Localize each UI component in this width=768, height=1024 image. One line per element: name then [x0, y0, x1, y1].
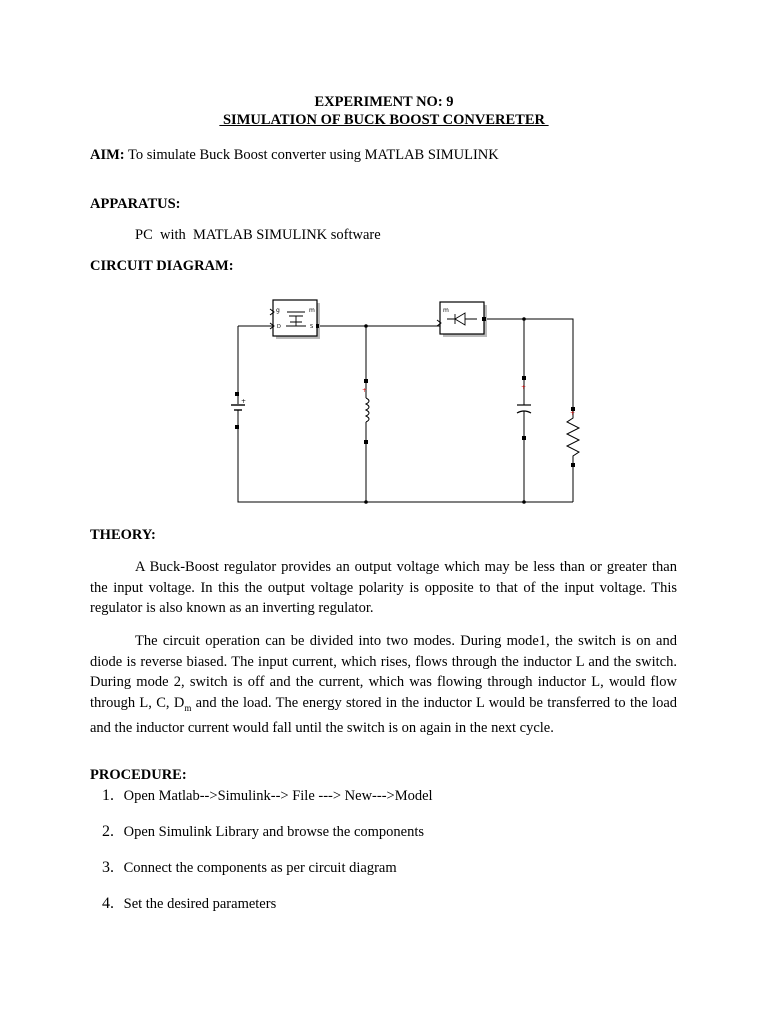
step-number: 3. — [102, 859, 114, 876]
step-text: Open Matlab-->Simulink--> File ---> New--->Model — [123, 788, 433, 804]
mosfet-port-s: S — [310, 324, 314, 330]
wire-diode-load — [484, 319, 573, 410]
apparatus-text: PC with MATLAB SIMULINK software — [135, 227, 381, 243]
mosfet-port-g: g — [276, 307, 280, 314]
aim-label: AIM: — [90, 147, 125, 163]
step-number: 4. — [102, 895, 114, 912]
svg-text:+: + — [362, 387, 368, 394]
step-number: 2. — [102, 823, 114, 840]
step-text: Connect the components as per circuit diagram — [123, 860, 397, 876]
dc-source-icon — [231, 392, 246, 429]
aim-text: To simulate Buck Boost converter using MATLAB SIMULINK — [124, 147, 499, 163]
diode-subscript: m — [184, 702, 192, 713]
experiment-number: EXPERIMENT NO: 9 — [314, 94, 454, 110]
mosfet-block-icon — [270, 300, 320, 339]
capacitor-icon — [517, 376, 531, 440]
wire-bottom — [238, 420, 573, 502]
mosfet-port-m: m — [309, 307, 315, 314]
svg-text:+: + — [241, 398, 247, 405]
diode-block-icon — [437, 302, 487, 337]
svg-text:+: + — [521, 384, 527, 391]
junction-dot — [522, 500, 526, 504]
circuit-diagram-heading: CIRCUIT DIAGRAM: — [90, 258, 234, 274]
apparatus-heading: APPARATUS: — [90, 196, 181, 212]
inductor-icon — [362, 379, 369, 444]
step-text: Open Simulink Library and browse the components — [123, 824, 425, 840]
procedure-step — [102, 859, 662, 877]
mosfet-port-d: D — [277, 324, 281, 330]
theory-paragraph-2-text: The circuit operation can be divided into two modes. During mode1, the switch is on and diode is reverse biased. The input current, which rises, flows through the inductor L and the switch. During mode 2, switch is off and the current, which was flowing through inductor L, would flow through L, C, D — [90, 633, 677, 711]
junction-dot — [364, 324, 368, 328]
theory-heading: THEORY: — [90, 527, 156, 543]
junction-dot — [364, 500, 368, 504]
procedure-heading: PROCEDURE: — [90, 767, 187, 783]
procedure-step — [102, 787, 662, 805]
junction-dot — [522, 317, 526, 321]
procedure-step — [102, 895, 662, 913]
theory-paragraph-2 — [90, 631, 677, 738]
procedure-step — [102, 823, 662, 841]
svg-text:+: + — [570, 410, 576, 417]
resistor-icon — [567, 407, 579, 467]
step-number: 1. — [102, 787, 114, 804]
theory-paragraph-1: A Buck-Boost regulator provides an output voltage which may be less than or greater than the input voltage. In this the output voltage polarity is opposite to that of the input voltage. This regulator is also known as an inverting regulator. — [90, 559, 677, 616]
step-text: Set the desired parameters — [123, 896, 277, 912]
experiment-title: SIMULATION OF BUCK BOOST CONVERETER — [219, 112, 549, 128]
diode-port-m: m — [443, 307, 449, 314]
theory-paragraph-2-text-end: and the load. The energy stored in the inductor L would be transferred to the load and the inductor current would fall until the switch is on again in the next cycle. — [90, 694, 678, 736]
